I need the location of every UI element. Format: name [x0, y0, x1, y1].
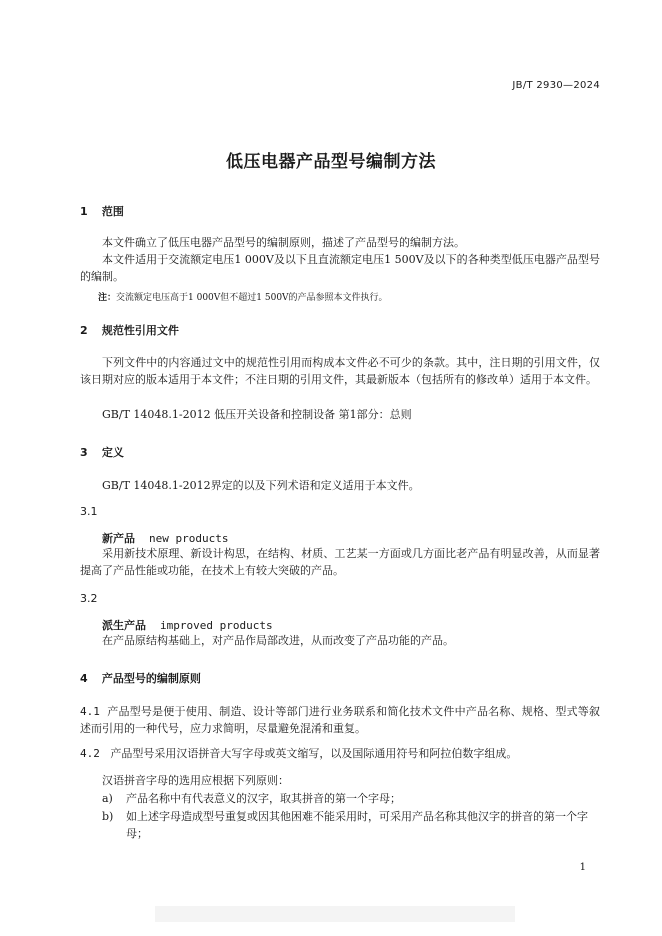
term-chinese: 新产品: [102, 532, 135, 545]
paragraph: 本文件适用于交流额定电压1 000V及以下且直流额定电压1 500V及以下的各种类型低压电器产品型号的编制。: [80, 253, 600, 283]
document-title: 低压电器产品型号编制方法: [226, 152, 436, 172]
term-entry: [102, 617, 273, 633]
note-text: 交流额定电压高于1 000V但不超过1 500V的产品参照本文件执行。: [116, 293, 388, 303]
term-english: improved products: [160, 619, 273, 632]
paragraph: 下列文件中的内容通过文中的规范性引用而构成本文件必不可少的条款。其中，注日期的引用文件，仅该日期对应的版本适用于本文件；不注日期的引用文件，其最新版本（包括所有的修改单）适用于本文件。: [80, 356, 600, 386]
clause-text: 产品型号是便于使用、制造、设计等部门进行业务联系和简化技术文件中产品名称、规格、型式等叙述而引用的一种代号，应力求简明，尽量避免混淆和重复。: [80, 705, 600, 735]
term-definition: 采用新技术原理、新设计构思，在结构、材质、工艺某一方面或几方面比老产品有明显改善，从而显著提高了产品性能或功能，在技术上有较大突破的产品。: [80, 547, 600, 577]
list-label: b): [102, 810, 114, 823]
term-number: 3.1: [80, 505, 98, 518]
standard-code: JB/T 2930—2024: [512, 80, 600, 91]
paragraph: GB/T 14048.1-2012界定的以及下列术语和定义适用于本文件。: [102, 479, 420, 492]
reference-item: GB/T 14048.1-2012 低压开关设备和控制设备 第1部分：总则: [102, 408, 412, 421]
clause-number: 4.1: [80, 705, 100, 718]
list-item-b: [102, 808, 600, 842]
section-heading-1: [80, 203, 124, 219]
section-number: 1: [80, 205, 88, 218]
list-text: 如上述字母造成型号重复或因其他困难不能采用时，可采用产品名称其他汉字的拼音的第一个字母；: [126, 810, 588, 840]
term-definition: 在产品原结构基础上，对产品作局部改进，从而改变了产品功能的产品。: [102, 634, 454, 647]
clause-4-1: [80, 703, 600, 737]
section-number: 4: [80, 672, 88, 685]
page-number: 1: [579, 862, 586, 873]
term-number: 3.2: [80, 592, 98, 605]
note: [98, 290, 388, 303]
term-english: new products: [149, 532, 229, 545]
section-number: 3: [80, 446, 88, 459]
section-number: 2: [80, 324, 88, 337]
clause-4-2: [80, 745, 600, 762]
section-heading-3: [80, 444, 124, 460]
section-heading-4: [80, 670, 201, 686]
faint-footer-watermark: [155, 906, 515, 922]
section-heading-2: [80, 322, 179, 338]
section-title: 范围: [101, 205, 124, 218]
paragraph: 本文件确立了低压电器产品型号的编制原则，描述了产品型号的编制方法。: [102, 236, 465, 249]
section-title: 规范性引用文件: [101, 324, 179, 337]
term-entry: [102, 530, 228, 546]
list-text: 产品名称中有代表意义的汉字，取其拼音的第一个字母；: [126, 792, 401, 805]
note-label: 注：: [98, 293, 117, 303]
section-title: 定义: [101, 446, 124, 459]
list-item-a: [102, 790, 600, 807]
list-label: a): [102, 792, 113, 805]
clause-number: 4.2: [80, 747, 100, 760]
term-chinese: 派生产品: [102, 619, 146, 632]
paragraph: 汉语拼音字母的选用应根据下列原则：: [102, 774, 289, 787]
clause-text: 产品型号采用汉语拼音大写字母或英文缩写，以及国际通用符号和阿拉伯数字组成。: [110, 747, 518, 760]
section-title: 产品型号的编制原则: [101, 672, 201, 685]
